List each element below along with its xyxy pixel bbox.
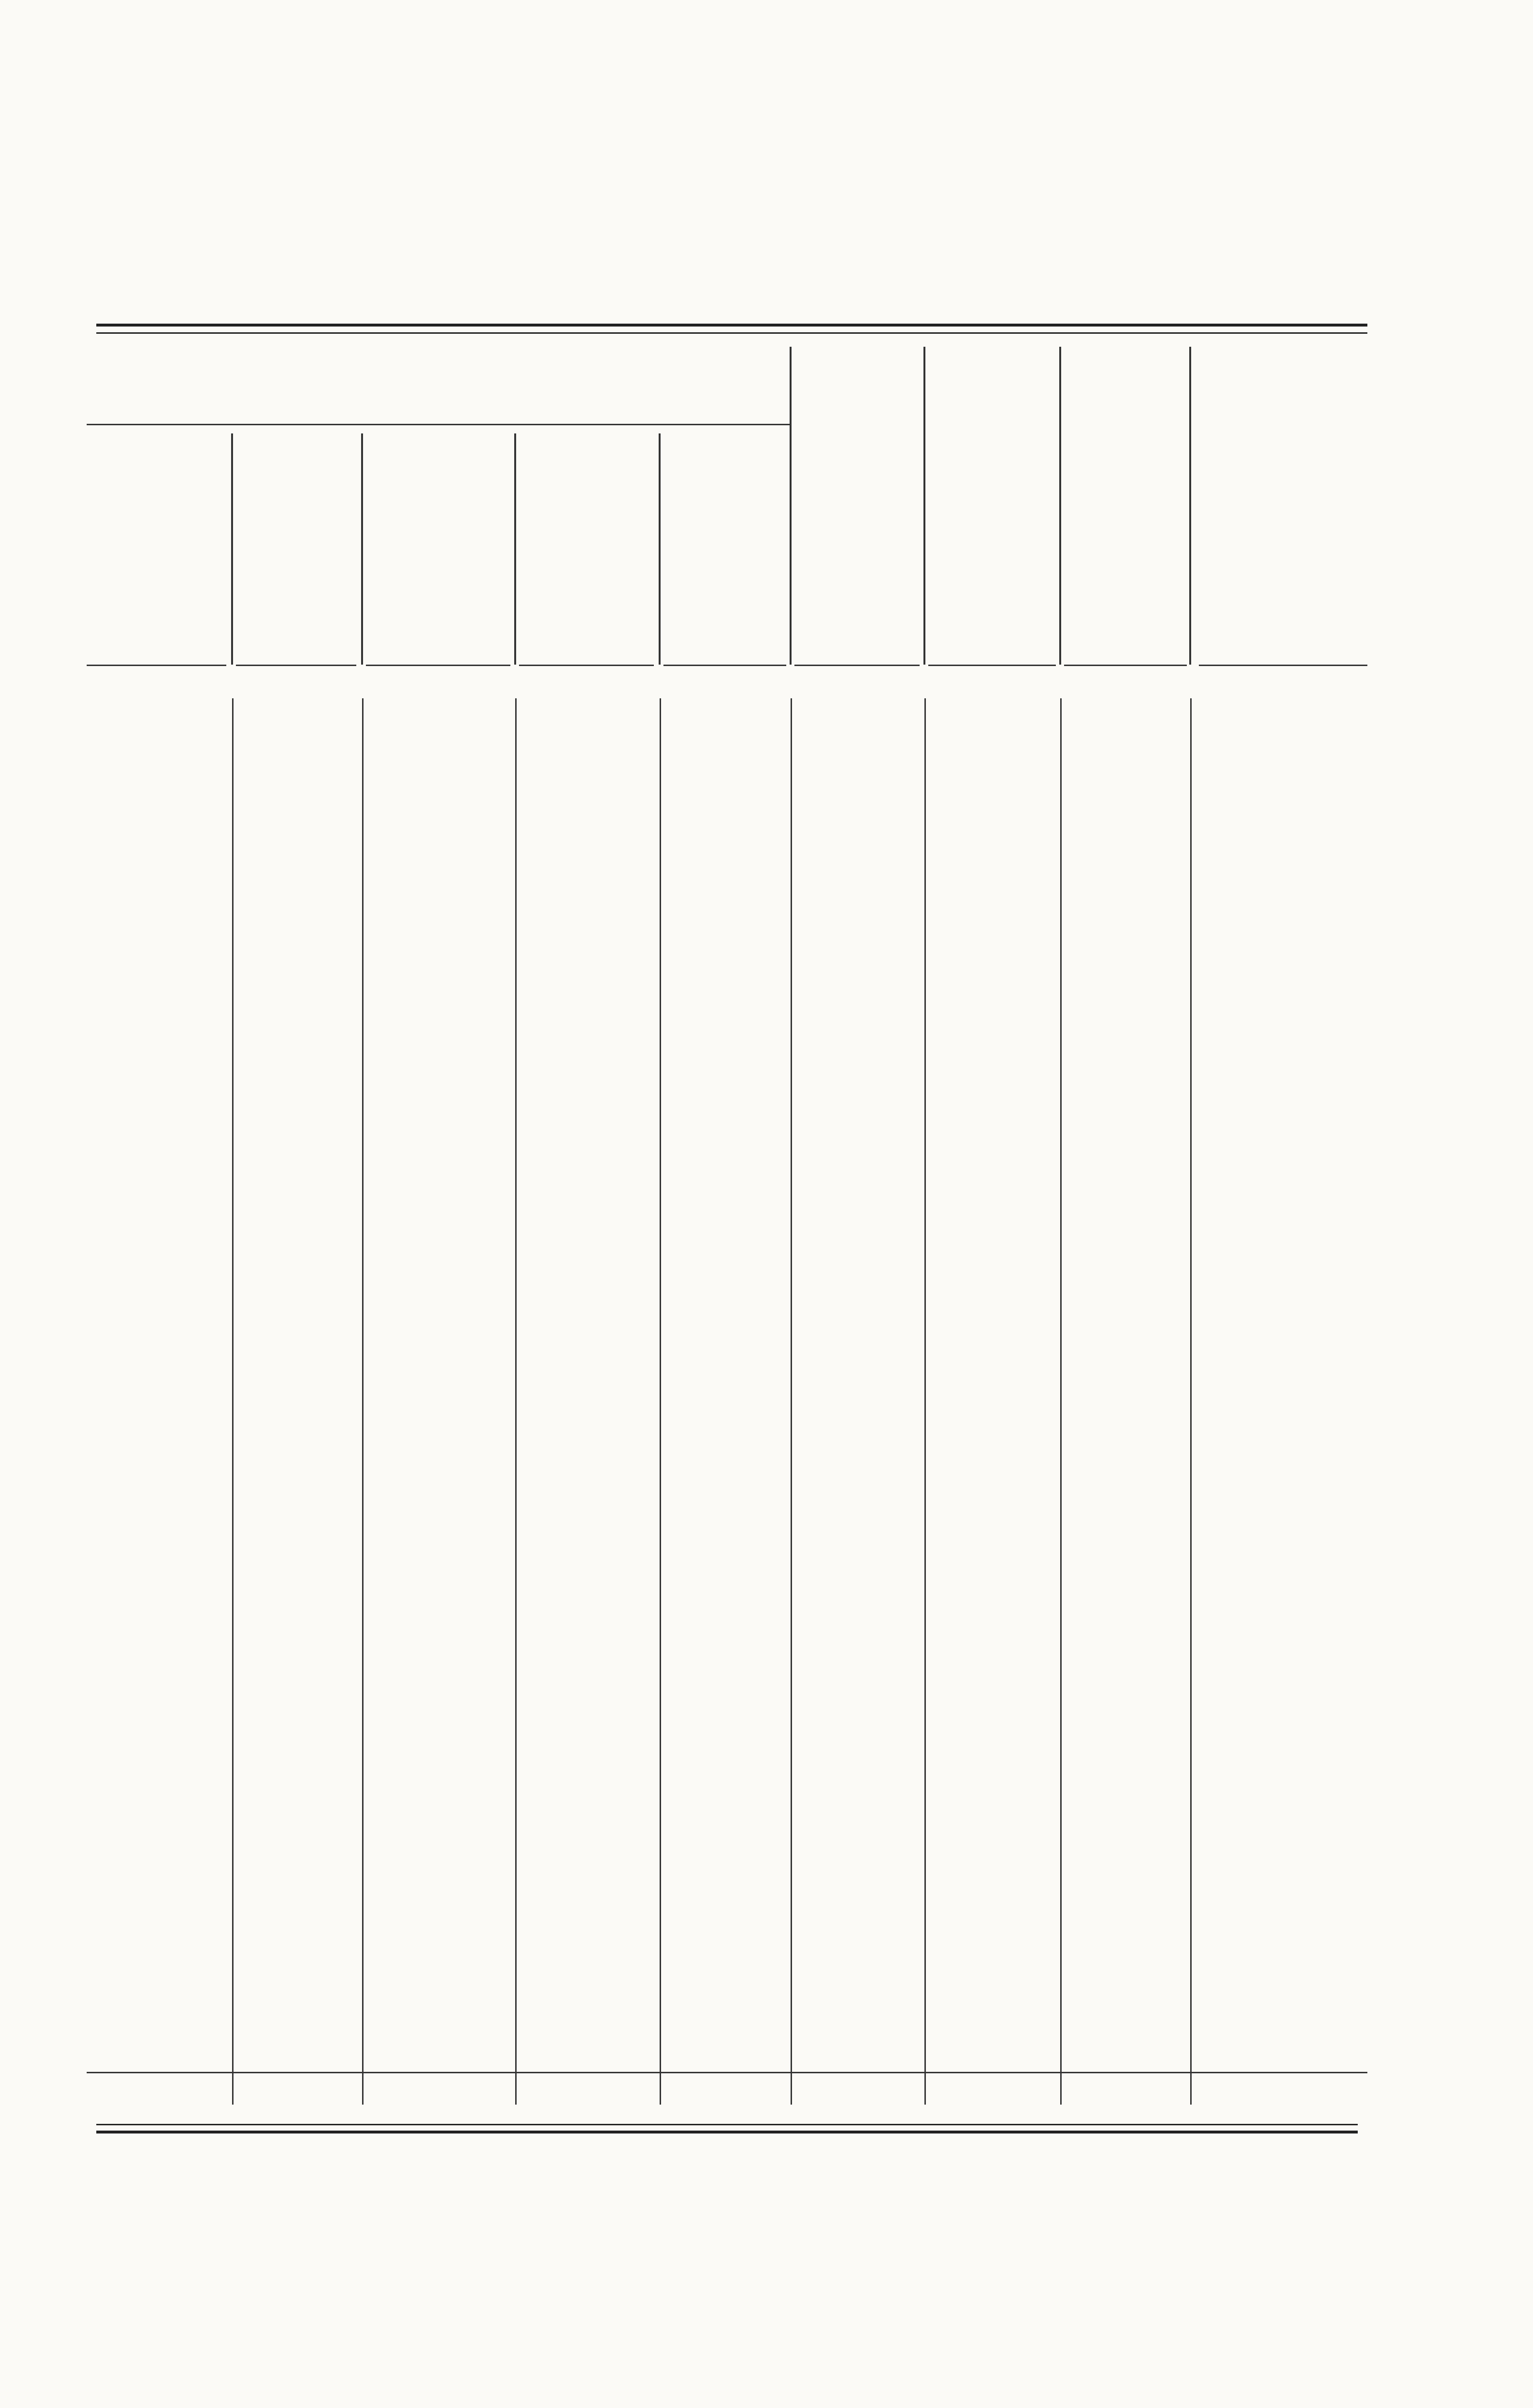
header-bottom-rule [663,665,786,666]
header-divider [1059,347,1061,665]
header-bottom-rule [236,665,356,666]
header-divider [923,347,925,665]
top-rule-thin [96,332,1367,334]
column-divider [791,698,792,2105]
totals-rule [87,2072,1367,2073]
column-divider [232,698,234,2105]
header-bottom-rule [1199,665,1367,666]
header-divider [790,347,792,665]
header-divider [514,433,516,665]
column-divider [362,698,364,2105]
header-bottom-rule [794,665,920,666]
header-bottom-rule [519,665,654,666]
column-divider [1190,698,1192,2105]
column-divider [1060,698,1062,2105]
current-assets-underline [87,424,790,425]
header-divider [231,433,233,665]
header-bottom-rule [928,665,1056,666]
column-divider [660,698,661,2105]
header-divider [659,433,661,665]
column-divider [515,698,517,2105]
header-divider [1189,347,1191,665]
header-bottom-rule [366,665,510,666]
top-rule [96,324,1367,327]
totals-row [0,2076,1533,2105]
bottom-rule [96,2131,1358,2133]
header-bottom-rule [1064,665,1187,666]
header-divider [361,433,363,665]
header-bottom-rule [87,665,226,666]
column-divider [924,698,926,2105]
bottom-rule-thin [96,2124,1358,2125]
